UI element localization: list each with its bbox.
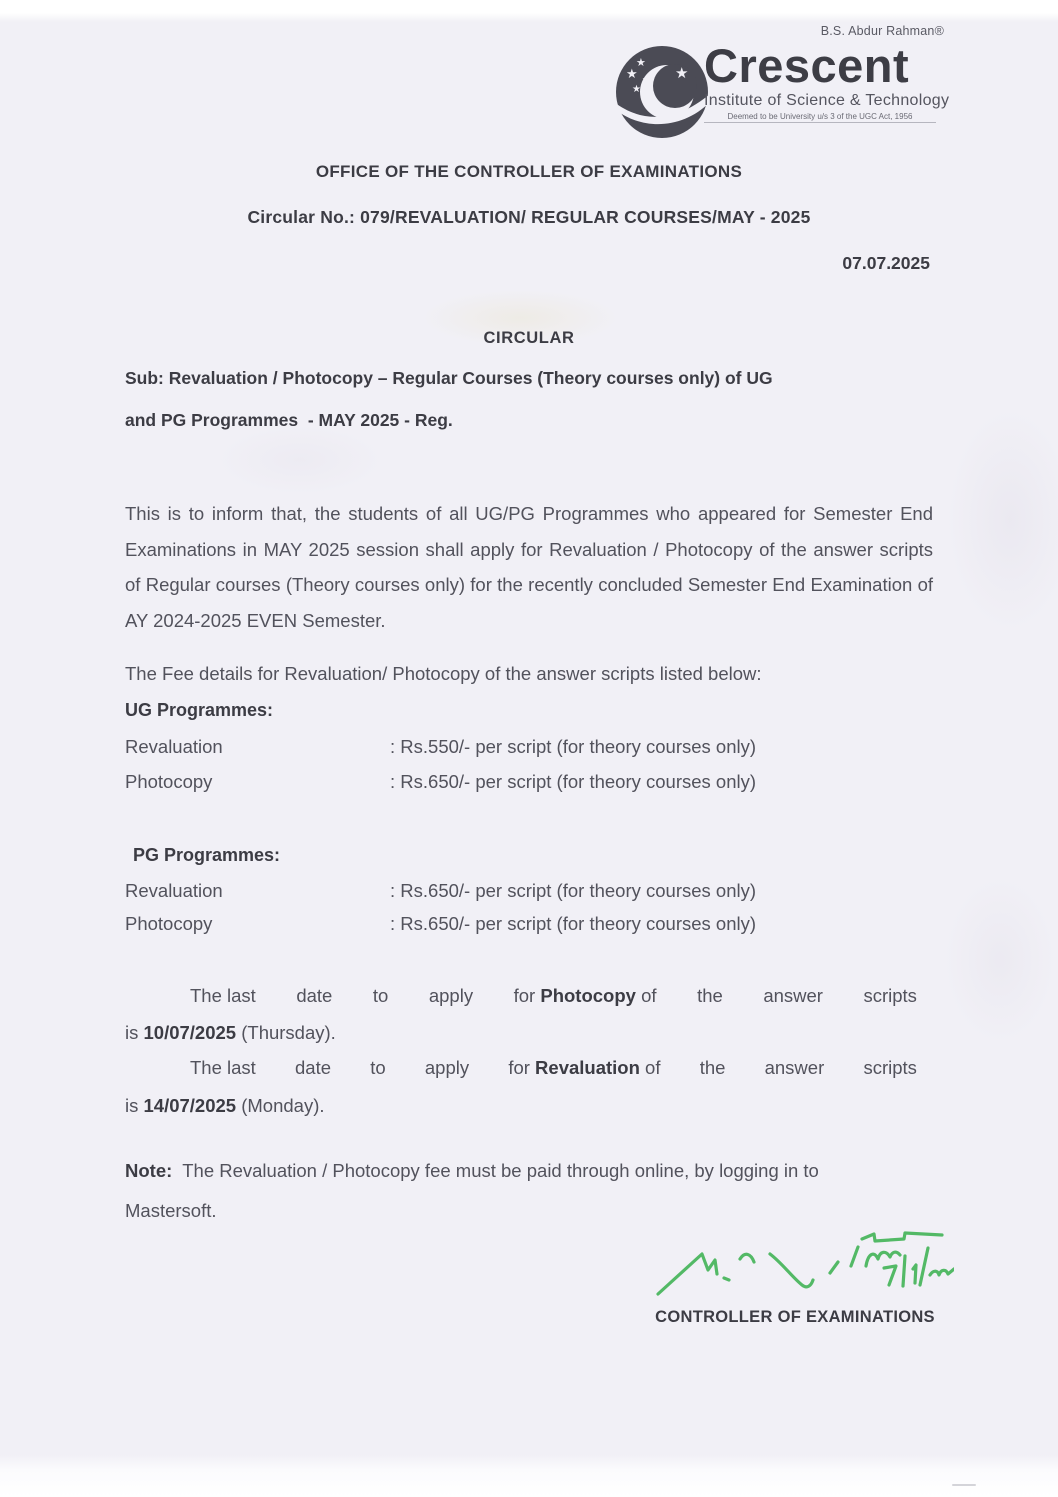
fee-row-ug-photocopy [125,771,925,793]
ug-programmes-heading: UG Programmes: [125,700,274,720]
text-token: to [372,985,389,1006]
text-token: the [697,985,723,1006]
note-label: Note: [125,1160,173,1181]
circular-heading: CIRCULAR [483,329,575,347]
fee-value: : Rs.650/- per script (for theory courses only) [390,771,757,792]
svg-text:★: ★ [632,84,641,95]
svg-text:★: ★ [626,66,638,81]
svg-text:★: ★ [675,65,689,82]
text-token: The last [190,1057,256,1078]
fee-value: : Rs.550/- per script (for theory courses only) [390,736,757,757]
text-token: for Revaluation of [508,1057,661,1078]
text-token: apply [428,985,474,1006]
photocopy-deadline-line1 [190,985,917,1007]
fee-value: : Rs.650/- per script (for theory courses only) [390,913,757,934]
svg-text:★: ★ [636,57,646,69]
text-token: for Photocopy of [513,985,657,1006]
signature-ink [652,1228,954,1308]
text-token: the [699,1057,726,1078]
note-line2: Mastersoft. [125,1200,217,1221]
text-token: answer [763,985,823,1006]
fee-label: Revaluation [125,880,223,901]
circular-number: Circular No.: 079/REVALUATION/ REGULAR COURSES/MAY - 2025 [247,207,811,227]
brand-name: Crescent [704,39,910,92]
brand-subtitle: Institute of Science & Technology [704,92,950,109]
revaluation-deadline-date: 14/07/2025 [143,1095,237,1116]
revaluation-deadline-line2: is 14/07/2025 (Monday). [125,1095,325,1116]
text-token: date [296,985,333,1006]
subject-line-2: and PG Programmes - MAY 2025 - Reg. [125,410,453,430]
crescent-moon-logo-icon [612,42,712,142]
text-token: scripts [863,985,917,1006]
fee-value: : Rs.650/- per script (for theory courses only) [390,880,757,901]
photocopy-deadline-line2: is 10/07/2025 (Thursday). [125,1022,336,1043]
fee-label: Photocopy [125,771,213,792]
svg-text:★: ★ [642,74,651,84]
scan-artifact-mark [952,1484,976,1486]
text-token: date [295,1057,332,1078]
fee-row-pg-revaluation [125,880,925,902]
pg-programmes-heading: PG Programmes: [133,845,281,865]
brand-small-text: B.S. Abdur Rahman® [820,24,944,38]
photocopy-deadline-date: 10/07/2025 [143,1022,237,1043]
fee-row-pg-photocopy [125,913,925,935]
text-token: apply [424,1057,470,1078]
text-token: The last [190,985,256,1006]
revaluation-deadline-line1 [190,1057,917,1079]
fee-row-ug-revaluation [125,736,925,758]
body-paragraph: This is to inform that, the students of all UG/PG Programmes who appeared for Semester End Examinations in MAY 2025 session shall apply for Revaluation / Photocopy of the answer scripts of Regular courses (Theory courses only) for the recently concluded Semester End Examination of AY 2024-2025 EVEN Semester. [125,503,933,631]
fee-label: Photocopy [125,913,213,934]
note-line1: Note: The Revaluation / Photocopy fee must be paid through online, by logging in to [125,1160,819,1181]
text-token: to [370,1057,386,1078]
brand-tagline: Deemed to be University u/s 3 of the UGC Act, 1956 [704,112,936,123]
fee-intro: The Fee details for Revaluation/ Photocopy of the answer scripts listed below: [125,663,762,684]
institute-letterhead [612,24,962,142]
document-date: 07.07.2025 [842,253,930,273]
text-token: answer [764,1057,825,1078]
text-token: scripts [863,1057,917,1078]
subject-line-1: Sub: Revaluation / Photocopy – Regular Courses (Theory courses only) of UG [125,368,773,388]
office-title: OFFICE OF THE CONTROLLER OF EXAMINATIONS [315,162,743,181]
signatory-title: CONTROLLER OF EXAMINATIONS [655,1308,935,1326]
fee-label: Revaluation [125,736,223,757]
